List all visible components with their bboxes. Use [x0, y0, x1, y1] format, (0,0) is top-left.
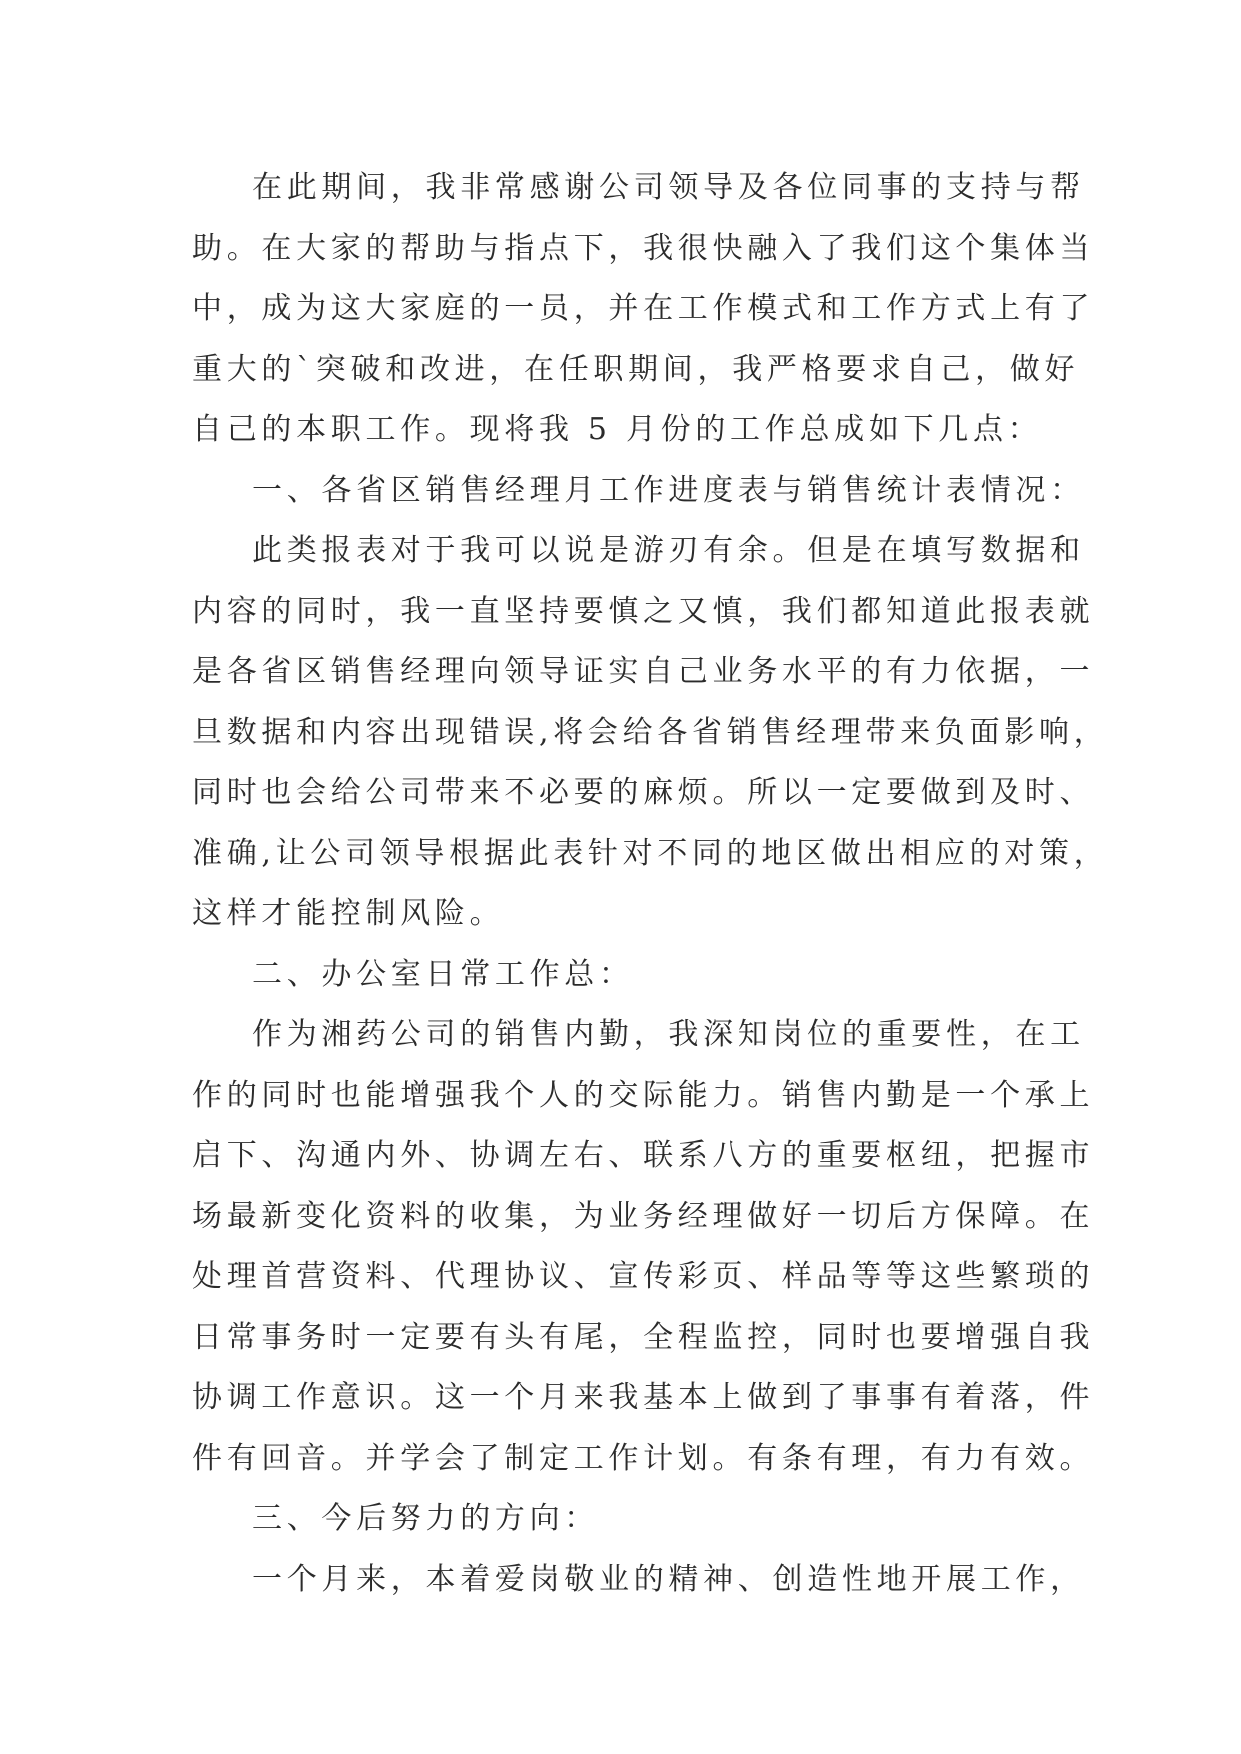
- text-line: 场最新变化资料的收集，为业务经理做好一切后方保障。在: [192, 1198, 1095, 1234]
- text-line: 件有回音。并学会了制定工作计划。有条有理，有力有效。: [192, 1440, 1095, 1476]
- text-line: 作的同时也能增强我个人的交际能力。销售内勤是一个承上: [192, 1077, 1095, 1113]
- text-line: 同时也会给公司带来不必要的麻烦。所以一定要做到及时、: [192, 775, 1095, 810]
- text-line: 日常事务时一定要有头有尾，全程监控，同时也要增强自我: [192, 1319, 1095, 1355]
- text-line: 准确,让公司领导根据此表针对不同的地区做出相应的对策，: [192, 835, 1109, 871]
- text-line: 启下、沟通内外、协调左右、联系八方的重要枢纽，把握市: [192, 1138, 1095, 1173]
- text-line: 一个月来，本着爱岗敬业的精神、创造性地开展工作，: [252, 1561, 1085, 1597]
- text-line: 这样才能控制风险。: [192, 896, 505, 931]
- text-line: 作为湘药公司的销售内勤，我深知岗位的重要性，在工: [252, 1017, 1085, 1052]
- section-heading-3: 三、今后努力的方向：: [252, 1501, 599, 1536]
- text-line: 此类报表对于我可以说是游刃有余。但是在填写数据和: [252, 533, 1085, 568]
- section-heading-2: 二、办公室日常工作总：: [252, 956, 634, 992]
- text-line: 在此期间，我非常感谢公司领导及各位同事的支持与帮: [252, 170, 1085, 205]
- text-line: 是各省区销售经理向领导证实自己业务水平的有力依据，一: [192, 654, 1095, 689]
- document-body: [192, 158, 1109, 1610]
- text-line: 旦数据和内容出现错误,将会给各省销售经理带来负面影响，: [192, 714, 1109, 750]
- text-line: 中，成为这大家庭的一员，并在工作模式和工作方式上有了: [192, 291, 1095, 326]
- text-line: 协调工作意识。这一个月来我基本上做到了事事有着落，件: [192, 1380, 1095, 1415]
- text-line: 内容的同时，我一直坚持要慎之又慎，我们都知道此报表就: [192, 593, 1095, 629]
- text-line: 助。在大家的帮助与指点下，我很快融入了我们这个集体当: [192, 230, 1095, 266]
- text-line: 处理首营资料、代理协议、宣传彩页、样品等等这些繁琐的: [192, 1259, 1095, 1294]
- text-line: 重大的`突破和改进，在任职期间，我严格要求自己，做好: [192, 351, 1080, 387]
- text-line: 自己的本职工作。现将我 5 月份的工作总成如下几点：: [192, 412, 1043, 447]
- section-heading-1: 一、各省区销售经理月工作进度表与销售统计表情况：: [252, 472, 1085, 508]
